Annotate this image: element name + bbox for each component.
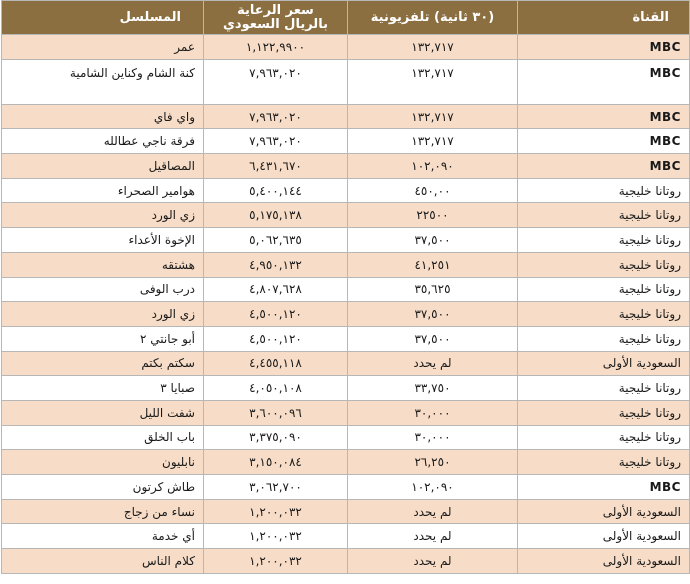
header-tv-ad: (٣٠ ثانية) تلفزيونية xyxy=(348,1,518,35)
channel-cell: روتانا خليجية xyxy=(518,277,690,302)
sponsorship-price-cell: ١,٢٠٠,٠٣٢ xyxy=(204,524,348,549)
channel-cell: روتانا خليجية xyxy=(518,376,690,401)
table-row xyxy=(2,499,690,524)
series-cell: باب الخلق xyxy=(2,425,204,450)
header-channel: القناة xyxy=(518,1,690,35)
table-row xyxy=(2,252,690,277)
tv-ad-price-cell: لم يحدد xyxy=(348,524,518,549)
tv-ad-price-cell: ٤٥٠,٠٠ xyxy=(348,178,518,203)
series-cell: شفت الليل xyxy=(2,400,204,425)
tv-ad-price-cell: لم يحدد xyxy=(348,549,518,574)
table-row xyxy=(2,228,690,253)
series-cell: أبو جانتي ٢ xyxy=(2,326,204,351)
table-row xyxy=(2,203,690,228)
channel-cell: MBC xyxy=(518,129,690,154)
channel-cell: السعودية الأولى xyxy=(518,499,690,524)
table-row xyxy=(2,549,690,574)
table-row xyxy=(2,154,690,179)
sponsorship-price-cell: ٥,١٧٥,١٣٨ xyxy=(204,203,348,228)
tv-ad-price-cell: ٣٧,٥٠٠ xyxy=(348,302,518,327)
table-row xyxy=(2,104,690,129)
sponsorship-price-cell: ١,١٢٢,٩٩٠٠ xyxy=(204,35,348,60)
series-cell: نابليون xyxy=(2,450,204,475)
sponsorship-price-cell: ٧,٩٦٣,٠٢٠ xyxy=(204,129,348,154)
tv-ad-price-cell: ١٣٢,٧١٧ xyxy=(348,35,518,60)
series-cell: فرقة ناجي عطالله xyxy=(2,129,204,154)
channel-cell: روتانا خليجية xyxy=(518,400,690,425)
tv-ad-price-cell: ٣٧,٥٠٠ xyxy=(348,228,518,253)
tv-ad-price-cell: ١٣٢,٧١٧ xyxy=(348,59,518,104)
tv-ad-price-cell: ٣٠,٠٠٠ xyxy=(348,400,518,425)
table-row xyxy=(2,326,690,351)
series-cell: سكتم بكتم xyxy=(2,351,204,376)
sponsorship-price-cell: ٤,٥٠٠,١٢٠ xyxy=(204,326,348,351)
table-body xyxy=(2,35,690,574)
sponsorship-price-cell: ٦,٤٣١,٦٧٠ xyxy=(204,154,348,179)
series-cell: عمر xyxy=(2,35,204,60)
table-row xyxy=(2,425,690,450)
sponsorship-price-cell: ٣,٦٠٠,٠٩٦ xyxy=(204,400,348,425)
series-cell: زي الورد xyxy=(2,203,204,228)
table-row xyxy=(2,277,690,302)
series-cell: واي فاي xyxy=(2,104,204,129)
sponsorship-price-cell: ٥,٤٠٠,١٤٤ xyxy=(204,178,348,203)
sponsorship-price-cell: ٤,٤٥٥,١١٨ xyxy=(204,351,348,376)
sponsorship-price-table xyxy=(1,0,690,574)
table-row xyxy=(2,59,690,104)
series-cell: صبايا ٣ xyxy=(2,376,204,401)
table-row xyxy=(2,178,690,203)
table-row xyxy=(2,351,690,376)
channel-cell: روتانا خليجية xyxy=(518,228,690,253)
tv-ad-price-cell: ٢٦,٢٥٠ xyxy=(348,450,518,475)
table-row xyxy=(2,400,690,425)
tv-ad-price-cell: ٣٣,٧٥٠ xyxy=(348,376,518,401)
series-cell: درب الوفى xyxy=(2,277,204,302)
tv-ad-price-cell: ٣٧,٥٠٠ xyxy=(348,326,518,351)
sponsorship-price-cell: ٤,٠٥٠,١٠٨ xyxy=(204,376,348,401)
channel-cell: السعودية الأولى xyxy=(518,549,690,574)
series-cell: كنة الشام وكناين الشامية xyxy=(2,59,204,104)
sponsorship-price-cell: ٤,٥٠٠,١٢٠ xyxy=(204,302,348,327)
table-row xyxy=(2,376,690,401)
table-header-row xyxy=(2,1,690,35)
table-row xyxy=(2,524,690,549)
header-sponsorship-price xyxy=(204,1,348,35)
series-cell: زي الورد xyxy=(2,302,204,327)
table-row xyxy=(2,450,690,475)
sponsorship-price-cell: ٧,٩٦٣,٠٢٠ xyxy=(204,104,348,129)
series-cell: الإخوة الأعداء xyxy=(2,228,204,253)
header-sponsorship-price-line2: بالريال السعودي xyxy=(223,16,328,32)
channel-cell: روتانا خليجية xyxy=(518,302,690,327)
tv-ad-price-cell: ١٣٢,٧١٧ xyxy=(348,104,518,129)
tv-ad-price-cell: لم يحدد xyxy=(348,499,518,524)
series-cell: كلام الناس xyxy=(2,549,204,574)
sponsorship-price-cell: ٧,٩٦٣,٠٢٠ xyxy=(204,59,348,104)
sponsorship-price-cell: ٣,٣٧٥,٠٩٠ xyxy=(204,425,348,450)
sponsorship-price-cell: ١,٢٠٠,٠٣٢ xyxy=(204,499,348,524)
tv-ad-price-cell: لم يحدد xyxy=(348,351,518,376)
sponsorship-price-cell: ٤,٩٥٠,١٣٢ xyxy=(204,252,348,277)
channel-cell: روتانا خليجية xyxy=(518,326,690,351)
channel-cell: MBC xyxy=(518,104,690,129)
tv-ad-price-cell: ٤١,٢٥١ xyxy=(348,252,518,277)
tv-ad-price-cell: ١٠٢,٠٩٠ xyxy=(348,475,518,500)
sponsorship-price-cell: ٥,٠٦٢,٦٣٥ xyxy=(204,228,348,253)
channel-cell: روتانا خليجية xyxy=(518,178,690,203)
channel-cell: روتانا خليجية xyxy=(518,425,690,450)
sponsorship-price-cell: ٣,٠٦٢,٧٠٠ xyxy=(204,475,348,500)
series-cell: هشتقه xyxy=(2,252,204,277)
tv-ad-price-cell: ٣٥,٦٢٥ xyxy=(348,277,518,302)
tv-ad-price-cell: ٢٢٥٠٠ xyxy=(348,203,518,228)
tv-ad-price-cell: ٣٠,٠٠٠ xyxy=(348,425,518,450)
sponsorship-price-cell: ٣,١٥٠,٠٨٤ xyxy=(204,450,348,475)
table-row xyxy=(2,475,690,500)
header-series: المسلسل xyxy=(2,1,204,35)
series-cell: نساء من زجاج xyxy=(2,499,204,524)
channel-cell: السعودية الأولى xyxy=(518,351,690,376)
channel-cell: روتانا خليجية xyxy=(518,450,690,475)
table-row xyxy=(2,302,690,327)
series-cell: هوامير الصحراء xyxy=(2,178,204,203)
channel-cell: MBC xyxy=(518,475,690,500)
channel-cell: MBC xyxy=(518,59,690,104)
tv-ad-price-cell: ١٣٢,٧١٧ xyxy=(348,129,518,154)
sponsorship-price-cell: ١,٢٠٠,٠٣٢ xyxy=(204,549,348,574)
channel-cell: السعودية الأولى xyxy=(518,524,690,549)
table-row xyxy=(2,35,690,60)
channel-cell: MBC xyxy=(518,35,690,60)
channel-cell: روتانا خليجية xyxy=(518,252,690,277)
series-cell: أي خدمة xyxy=(2,524,204,549)
sponsorship-price-cell: ٤,٨٠٧,٦٢٨ xyxy=(204,277,348,302)
channel-cell: MBC xyxy=(518,154,690,179)
series-cell: المصاقيل xyxy=(2,154,204,179)
channel-cell: روتانا خليجية xyxy=(518,203,690,228)
header-sponsorship-price-line1: سعر الرعاية xyxy=(237,2,314,18)
series-cell: طاش كرتون xyxy=(2,475,204,500)
table-row xyxy=(2,129,690,154)
tv-ad-price-cell: ١٠٢,٠٩٠ xyxy=(348,154,518,179)
